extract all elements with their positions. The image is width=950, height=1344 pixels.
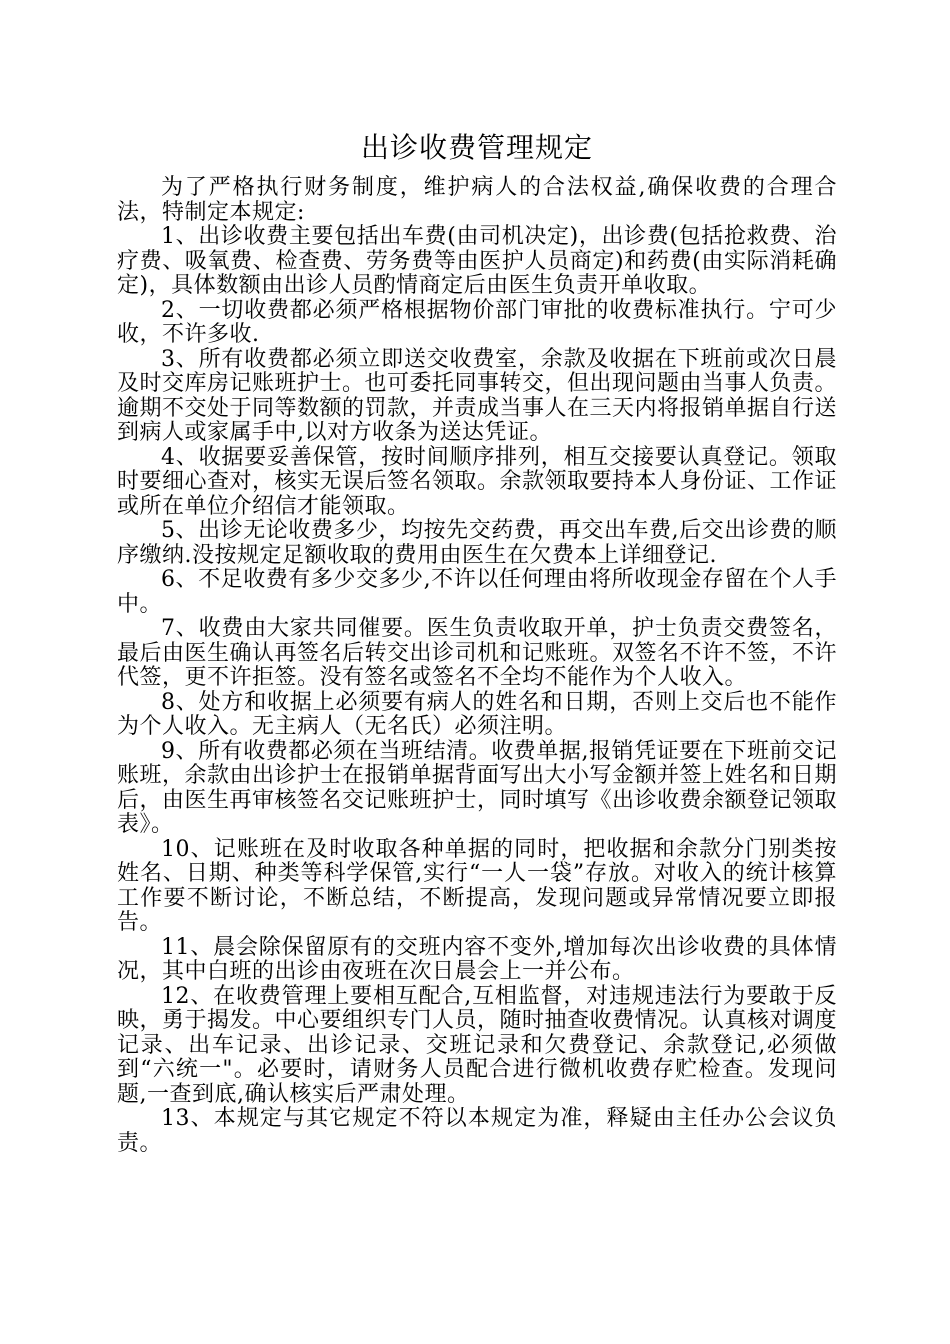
paragraph-rule-10: 10、记账班在及时收取各种单据的同时，把收据和余款分门别类按姓名、日期、种类等科学保管,实行“一人一袋”存放。对收入的统计核算工作要不断讨论，不断总结，不断提高，发现问题或异常情况要立即报告。 — [117, 836, 837, 935]
paragraph-rule-3: 3、所有收费都必须立即送交收费室，余款及收据在下班前或次日晨及时交库房记账班护士。也可委托同事转交，但出现问题由当事人负责。逾期不交处于同等数额的罚款，并责成当事人在三天内将报销单据自行送到病人或家属手中,以对方收条为送达凭证。 — [117, 346, 838, 445]
document-title: 出诊收费管理规定 — [360, 131, 593, 164]
paragraph-rule-2: 2、一切收费都必须严格根据物价部门审批的收费标准执行。宁可少收，不许多收. — [117, 297, 837, 347]
paragraph-rule-12: 12、在收费管理上要相互配合,互相监督，对违规违法行为要敢于反映，勇于揭发。中心要组织专门人员，随时抽查收费情况。认真核对调度记录、出车记录、出诊记录、交班记录和欠费登记、余款登记,必须做到“六统一"。必要时，请财务人员配合进行微机收费存贮检查。发现问题,一查到底,确认核实后严肃处理。 — [117, 983, 838, 1107]
paragraph-rule-1: 1、出诊收费主要包括出车费(由司机决定)，出诊费(包括抢救费、治疗费、吸氧费、检查费、劳务费等由医护人员商定)和药费(由实际消耗确定)，具体数额由出诊人员酌情商定后由医生负责开单收取。 — [117, 224, 837, 298]
document-page — [117, 128, 837, 1156]
paragraph-rule-4: 4、收据要妥善保管，按时间顺序排列，相互交接要认真登记。领取时要细心查对，核实无误后签名领取。余款领取要持本人身份证、工作证或所在单位介绍信才能领取。 — [117, 444, 838, 519]
paragraph-rule-13: 13、本规定与其它规定不符以本规定为准，释疑由主任办公会议负责。 — [117, 1106, 837, 1156]
paragraph-rule-9: 9、所有收费都必须在当班结清。收费单据,报销凭证要在下班前交记账班，余款由出诊护士在报销单据背面写出大小写金额并签上姓名和日期后，由医生再审核签名交记账班护士，同时填写《出诊收费余额登记领取表》。 — [117, 738, 838, 837]
paragraph-rule-5: 5、出诊无论收费多少，均按先交药费，再交出车费,后交出诊费的顺序缴纳.没按规定足额收取的费用由医生在欠费本上详细登记. — [117, 518, 837, 568]
paragraph-rule-7: 7、收费由大家共同催要。医生负责收取开单，护士负责交费签名，最后由医生确认再签名后转交出诊司机和记账班。双签名不许不签，不许代签，更不许拒签。没有签名或签名不全均不能作为个人收入。 — [117, 616, 838, 690]
paragraph-rule-6: 6、不足收费有多少交多少,不许以任何理由将所收现金存留在个人手中。 — [117, 567, 837, 617]
paragraph-rule-8: 8、处方和收据上必须要有病人的姓名和日期，否则上交后也不能作为个人收入。无主病人（无名氏）必须注明。 — [117, 689, 837, 739]
paragraph-intro: 为了严格执行财务制度，维护病人的合法权益,确保收费的合理合法，特制定本规定: — [117, 175, 837, 225]
paragraph-rule-11: 11、晨会除保留原有的交班内容不变外,增加每次出诊收费的具体情况，其中白班的出诊由夜班在次日晨会上一并公布。 — [117, 934, 837, 984]
